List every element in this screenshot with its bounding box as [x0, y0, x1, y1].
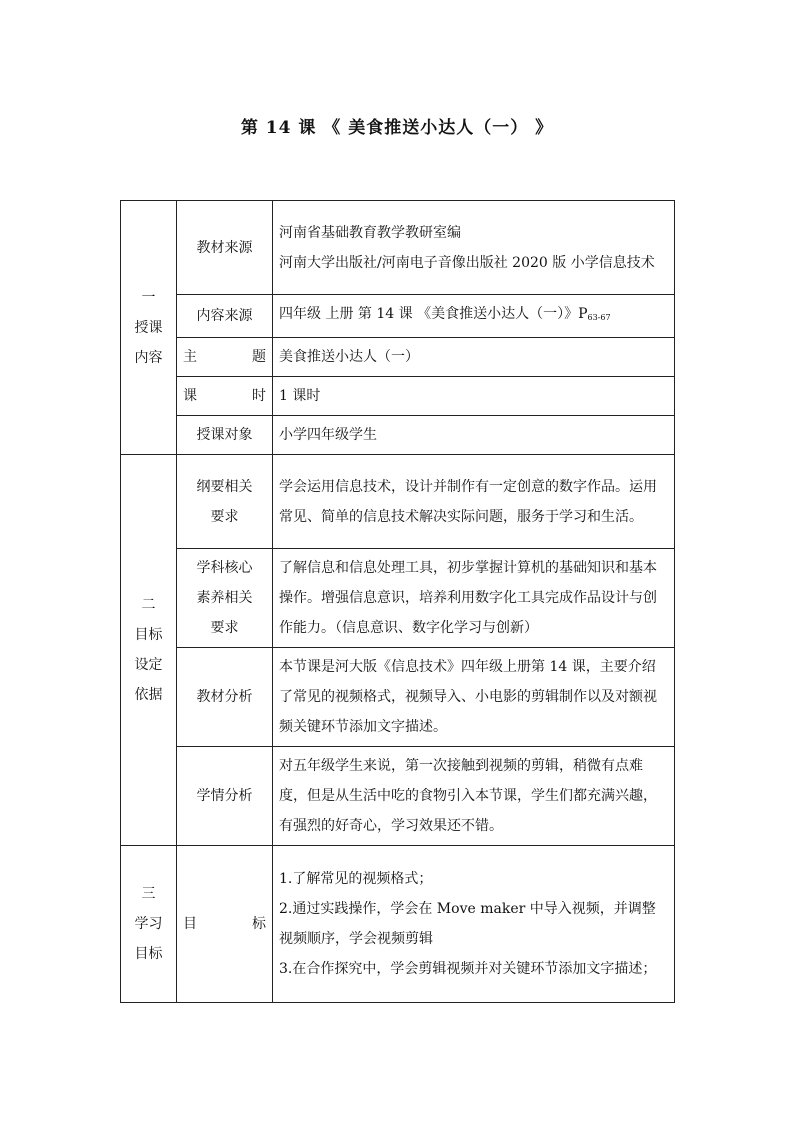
label-textbook-source: 教材来源: [177, 201, 273, 295]
value-topic: 美食推送小达人（一）: [273, 338, 675, 377]
lesson-plan-table: [120, 200, 675, 1003]
goal-item: 3.在合作探究中，学会剪辑视频并对关键环节添加文字描述；: [279, 961, 657, 977]
section-3-number: 三: [141, 886, 156, 902]
label-syllabus: [177, 455, 273, 549]
label-syllabus-line1: 纲要相关: [196, 478, 253, 495]
content-source-pages: 63-67: [587, 313, 611, 322]
section-2-number: 二: [141, 597, 156, 613]
section-1-header: [121, 201, 177, 455]
label-audience: 授课对象: [177, 416, 273, 455]
row-content-source: [121, 295, 675, 338]
section-2-title-line1: 目标: [134, 627, 163, 643]
label-textbook-analysis: 教材分析: [177, 648, 273, 747]
row-syllabus: [121, 455, 675, 549]
row-student-analysis: [121, 747, 675, 846]
row-learning-goals: [121, 846, 675, 1003]
label-literacy-line1: 学科核心: [196, 560, 253, 576]
section-2-title-line3: 依据: [134, 687, 163, 703]
section-1-number: 一: [141, 289, 156, 306]
row-hours: [121, 377, 675, 416]
goal-item: 2.通过实践操作，学会在 Move maker 中导入视频，并调整视频顺序，学会视频剪辑: [279, 901, 656, 947]
label-topic: 主题: [177, 338, 273, 377]
row-core-literacy: [121, 549, 675, 648]
section-2-title-line2: 设定: [134, 657, 163, 673]
label-core-literacy: [177, 549, 273, 648]
section-1-title-line2: 内容: [134, 349, 163, 366]
source-publisher: 河南大学出版社/河南电子音像出版社 2020 版 小学信息技术: [279, 254, 655, 271]
lesson-title: 第 14 课 《 美食推送小达人（一） 》: [240, 118, 554, 138]
value-hours: 1 课时: [273, 377, 675, 416]
value-audience: 小学四年级学生: [273, 416, 675, 455]
section-3-title-line1: 学习: [134, 916, 163, 932]
value-syllabus: 学会运用信息技术，设计并制作有一定创意的数字作品。运用常见、简单的信息技术解决实际问题，服务于学习和生活。: [273, 455, 675, 549]
value-content-source: [273, 295, 675, 338]
row-audience: [121, 416, 675, 455]
row-textbook-analysis: [121, 648, 675, 747]
section-3-title-line2: 目标: [134, 946, 163, 962]
value-textbook-source: [273, 201, 675, 295]
goal-item: 1.了解常见的视频格式；: [279, 871, 433, 887]
label-goals: 目标: [177, 846, 273, 1003]
source-editor: 河南省基础教育教学教研室编: [279, 224, 461, 241]
label-literacy-line3: 要求: [210, 620, 239, 636]
section-2-header: [121, 455, 177, 846]
label-literacy-line2: 素养相关: [196, 590, 253, 606]
label-content-source: 内容来源: [177, 295, 273, 338]
row-topic: [121, 338, 675, 377]
label-syllabus-line2: 要求: [210, 508, 239, 525]
section-3-header: [121, 846, 177, 1003]
label-hours: 课时: [177, 377, 273, 416]
row-textbook-source: [121, 201, 675, 295]
value-goals: [273, 846, 675, 1003]
content-source-text: 四年级 上册 第 14 课 《美食推送小达人（一）》P: [279, 306, 588, 322]
label-student-analysis: 学情分析: [177, 747, 273, 846]
section-1-title-line1: 授课: [134, 319, 163, 336]
value-textbook-analysis: 本节课是河大版《信息技术》四年级上册第 14 课，主要介绍了常见的视频格式，视频导入、小电影的剪辑制作以及对额视频关键环节添加文字描述。: [273, 648, 675, 747]
value-student-analysis: 对五年级学生来说，第一次接触到视频的剪辑，稍微有点难度，但是从生活中吃的食物引入本节课，学生们都充满兴趣，有强烈的好奇心，学习效果还不错。: [273, 747, 675, 846]
value-core-literacy: 了解信息和信息处理工具，初步掌握计算机的基础知识和基本操作。增强信息意识，培养利用数字化工具完成作品设计与创作能力。（信息意识、数字化学习与创新）: [273, 549, 675, 648]
